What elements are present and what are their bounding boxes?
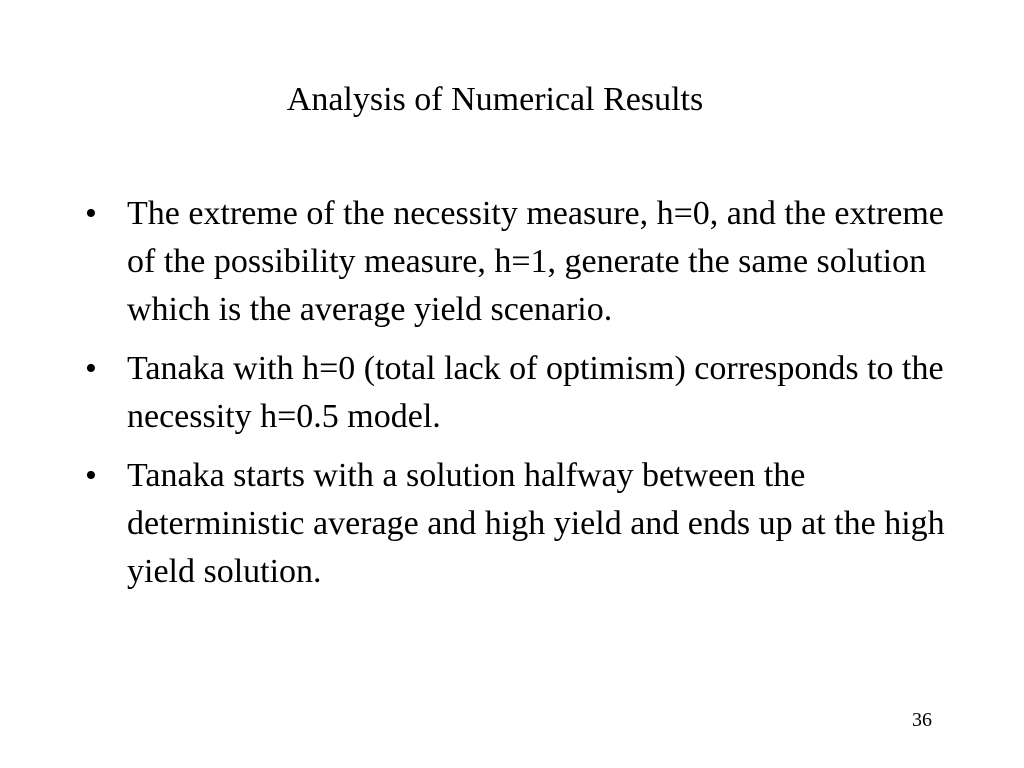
bullet-icon: •	[85, 457, 97, 494]
bullet-text: The extreme of the necessity measure, h=0, and the extreme of the possibility measure, h=1, generate the same solution which is the average yield scenario.	[127, 195, 944, 328]
bullet-text: Tanaka starts with a solution halfway between the deterministic average and high yield and ends up at the high yield solution.	[127, 457, 945, 590]
page-number: 36	[912, 709, 932, 731]
bullet-icon: •	[85, 195, 97, 232]
bullet-item	[85, 190, 945, 334]
bullet-text: Tanaka with h=0 (total lack of optimism) corresponds to the necessity h=0.5 model.	[127, 350, 944, 435]
bullet-item	[85, 452, 945, 596]
slide-title: Analysis of Numerical Results	[286, 81, 704, 118]
bullet-list	[85, 190, 945, 607]
bullet-item	[85, 345, 945, 441]
bullet-icon: •	[85, 350, 97, 387]
